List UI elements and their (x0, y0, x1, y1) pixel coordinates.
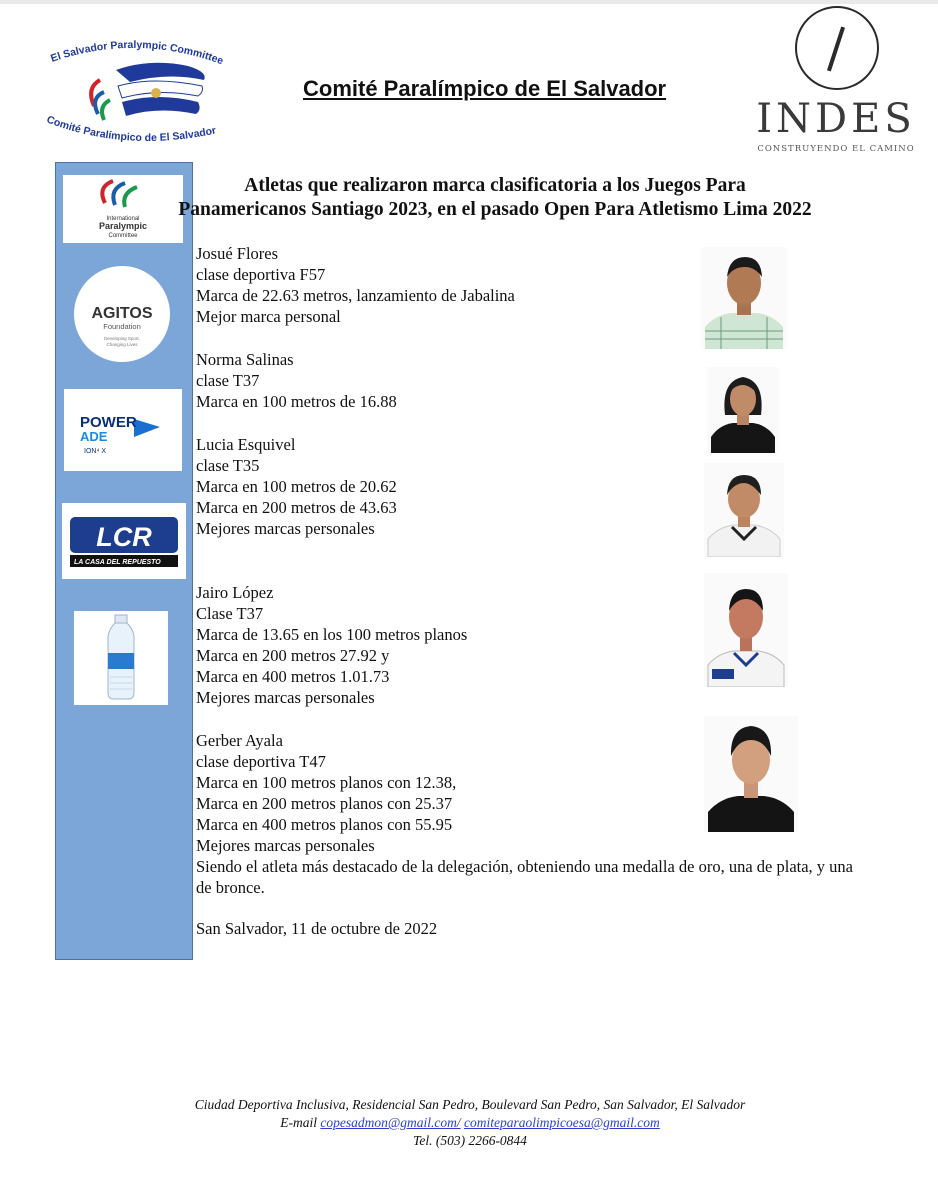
heading-line-1: Atletas que realizaron marca clasificatoria a los Juegos Para (244, 175, 746, 196)
athlete-mark: Marca de 22.63 metros, lanzamiento de Jabalina (196, 286, 515, 305)
athlete-photo-gerber-ayala (704, 716, 798, 832)
athlete-name: Jairo López (196, 583, 274, 602)
athlete-mark: Marca de 13.65 en los 100 metros planos (196, 625, 468, 644)
agitos-logo-tag2: Changing Lives (106, 342, 138, 347)
svg-text:Comité Paralímpico de El Salva (45, 114, 217, 144)
cpes-logo-bottom-text: Comité Paralímpico de El Salvador (44, 113, 218, 144)
athlete-photo-lucia-esquivel (704, 463, 784, 557)
athlete-note: Mejor marca personal (196, 307, 341, 326)
sponsor-sidebar (55, 162, 193, 960)
athlete-photo-josue-flores (701, 247, 787, 349)
athlete-class: Clase T37 (196, 604, 264, 623)
athlete-mark: Marca en 400 metros 1.01.73 (196, 667, 390, 686)
athlete-mark: Marca en 400 metros planos con 55.95 (196, 815, 453, 834)
athlete-note: Mejores marcas personales (196, 519, 375, 538)
footer-email-line (120, 1114, 820, 1132)
athlete-entry-gerber-ayala (196, 730, 456, 856)
footer-address: Ciudad Deportiva Inclusiva, Residencial San Pedro, Boulevard San Pedro, San Salvador, El Salvador (194, 1097, 746, 1112)
cpes-logo-top-text: El Salvador Paralympic Committee (49, 38, 225, 68)
document-heading (140, 174, 850, 222)
athlete-entry-norma-salinas (196, 349, 397, 412)
agitos-logo-sub: Foundation (103, 322, 141, 331)
athlete-class: clase deportiva F57 (196, 265, 326, 284)
document-date: San Salvador, 11 de octubre de 2022 (196, 919, 438, 938)
athlete-class: clase T35 (196, 456, 260, 475)
cpes-logo (38, 36, 238, 156)
footer (120, 1096, 820, 1150)
agitos-logo-name: AGITOS (91, 305, 153, 322)
athlete-note: Mejores marcas personales (196, 688, 375, 707)
heading-line-2: Panamericanos Santiago 2023, en el pasado Open Para Atletismo Lima 2022 (178, 199, 812, 220)
highlight-paragraph: Siendo el atleta más destacado de la delegación, obteniendo una medalla de oro, una de plata, y una de bronce. (196, 857, 854, 897)
footer-email-label: E-mail (280, 1115, 317, 1130)
powerade-logo (64, 389, 182, 471)
lcr-logo-name: LCR (96, 522, 152, 552)
athlete-photo-jairo-lopez (704, 573, 788, 687)
footer-telephone: Tel. (503) 2266-0844 (413, 1133, 527, 1148)
athlete-entry-josue-flores (196, 243, 515, 327)
athlete-mark: Marca en 200 metros de 43.63 (196, 498, 397, 517)
agitos-foundation-logo (74, 266, 170, 362)
athlete-name: Josué Flores (196, 244, 279, 263)
athlete-mark: Marca en 100 metros de 20.62 (196, 477, 397, 496)
athlete-mark: Marca en 100 metros planos con 12.38, (196, 773, 457, 792)
athlete-class: clase T37 (196, 371, 260, 390)
athlete-mark: Marca en 200 metros 27.92 y (196, 646, 390, 665)
email-link-comiteparaolimpico[interactable]: comiteparaolimpicoesa@gmail.com (464, 1115, 660, 1130)
athlete-note: Mejores marcas personales (196, 836, 375, 855)
powerade-logo-line3: ION⁴ X (84, 448, 107, 455)
lcr-logo (62, 503, 186, 579)
ipc-logo-line3: Committee (108, 233, 138, 239)
athlete-mark: Marca en 100 metros de 16.88 (196, 392, 397, 411)
athlete-name: Lucia Esquivel (196, 435, 296, 454)
athlete-photo-norma-salinas (707, 367, 779, 453)
athlete-name: Gerber Ayala (196, 731, 283, 750)
indes-logo (750, 4, 920, 159)
powerade-logo-line2: ADE (80, 429, 108, 444)
powerade-logo-line1: POWER (80, 414, 137, 431)
lcr-logo-sub: LA CASA DEL REPUESTO (74, 559, 161, 566)
water-bottle-image (74, 611, 168, 705)
indes-tagline: CONSTRUYENDO EL CAMINO (757, 144, 915, 154)
ipc-logo-line2: Paralympic (98, 221, 148, 231)
svg-text:El Salvador Paralympic Committ (49, 39, 225, 67)
athlete-entry-jairo-lopez (196, 582, 467, 708)
athlete-name: Norma Salinas (196, 350, 294, 369)
ipc-logo-line1: International (106, 216, 140, 222)
page-title: Comité Paralímpico de El Salvador (303, 76, 667, 101)
indes-wordmark: INDES (756, 96, 916, 142)
email-link-copesadmon[interactable]: copesadmon@gmail.com/ (320, 1115, 461, 1130)
agitos-logo-tag1: Developing Sport, (104, 336, 140, 341)
athlete-mark: Marca en 200 metros planos con 25.37 (196, 794, 453, 813)
athlete-entry-lucia-esquivel (196, 434, 397, 539)
athlete-class: clase deportiva T47 (196, 752, 326, 771)
